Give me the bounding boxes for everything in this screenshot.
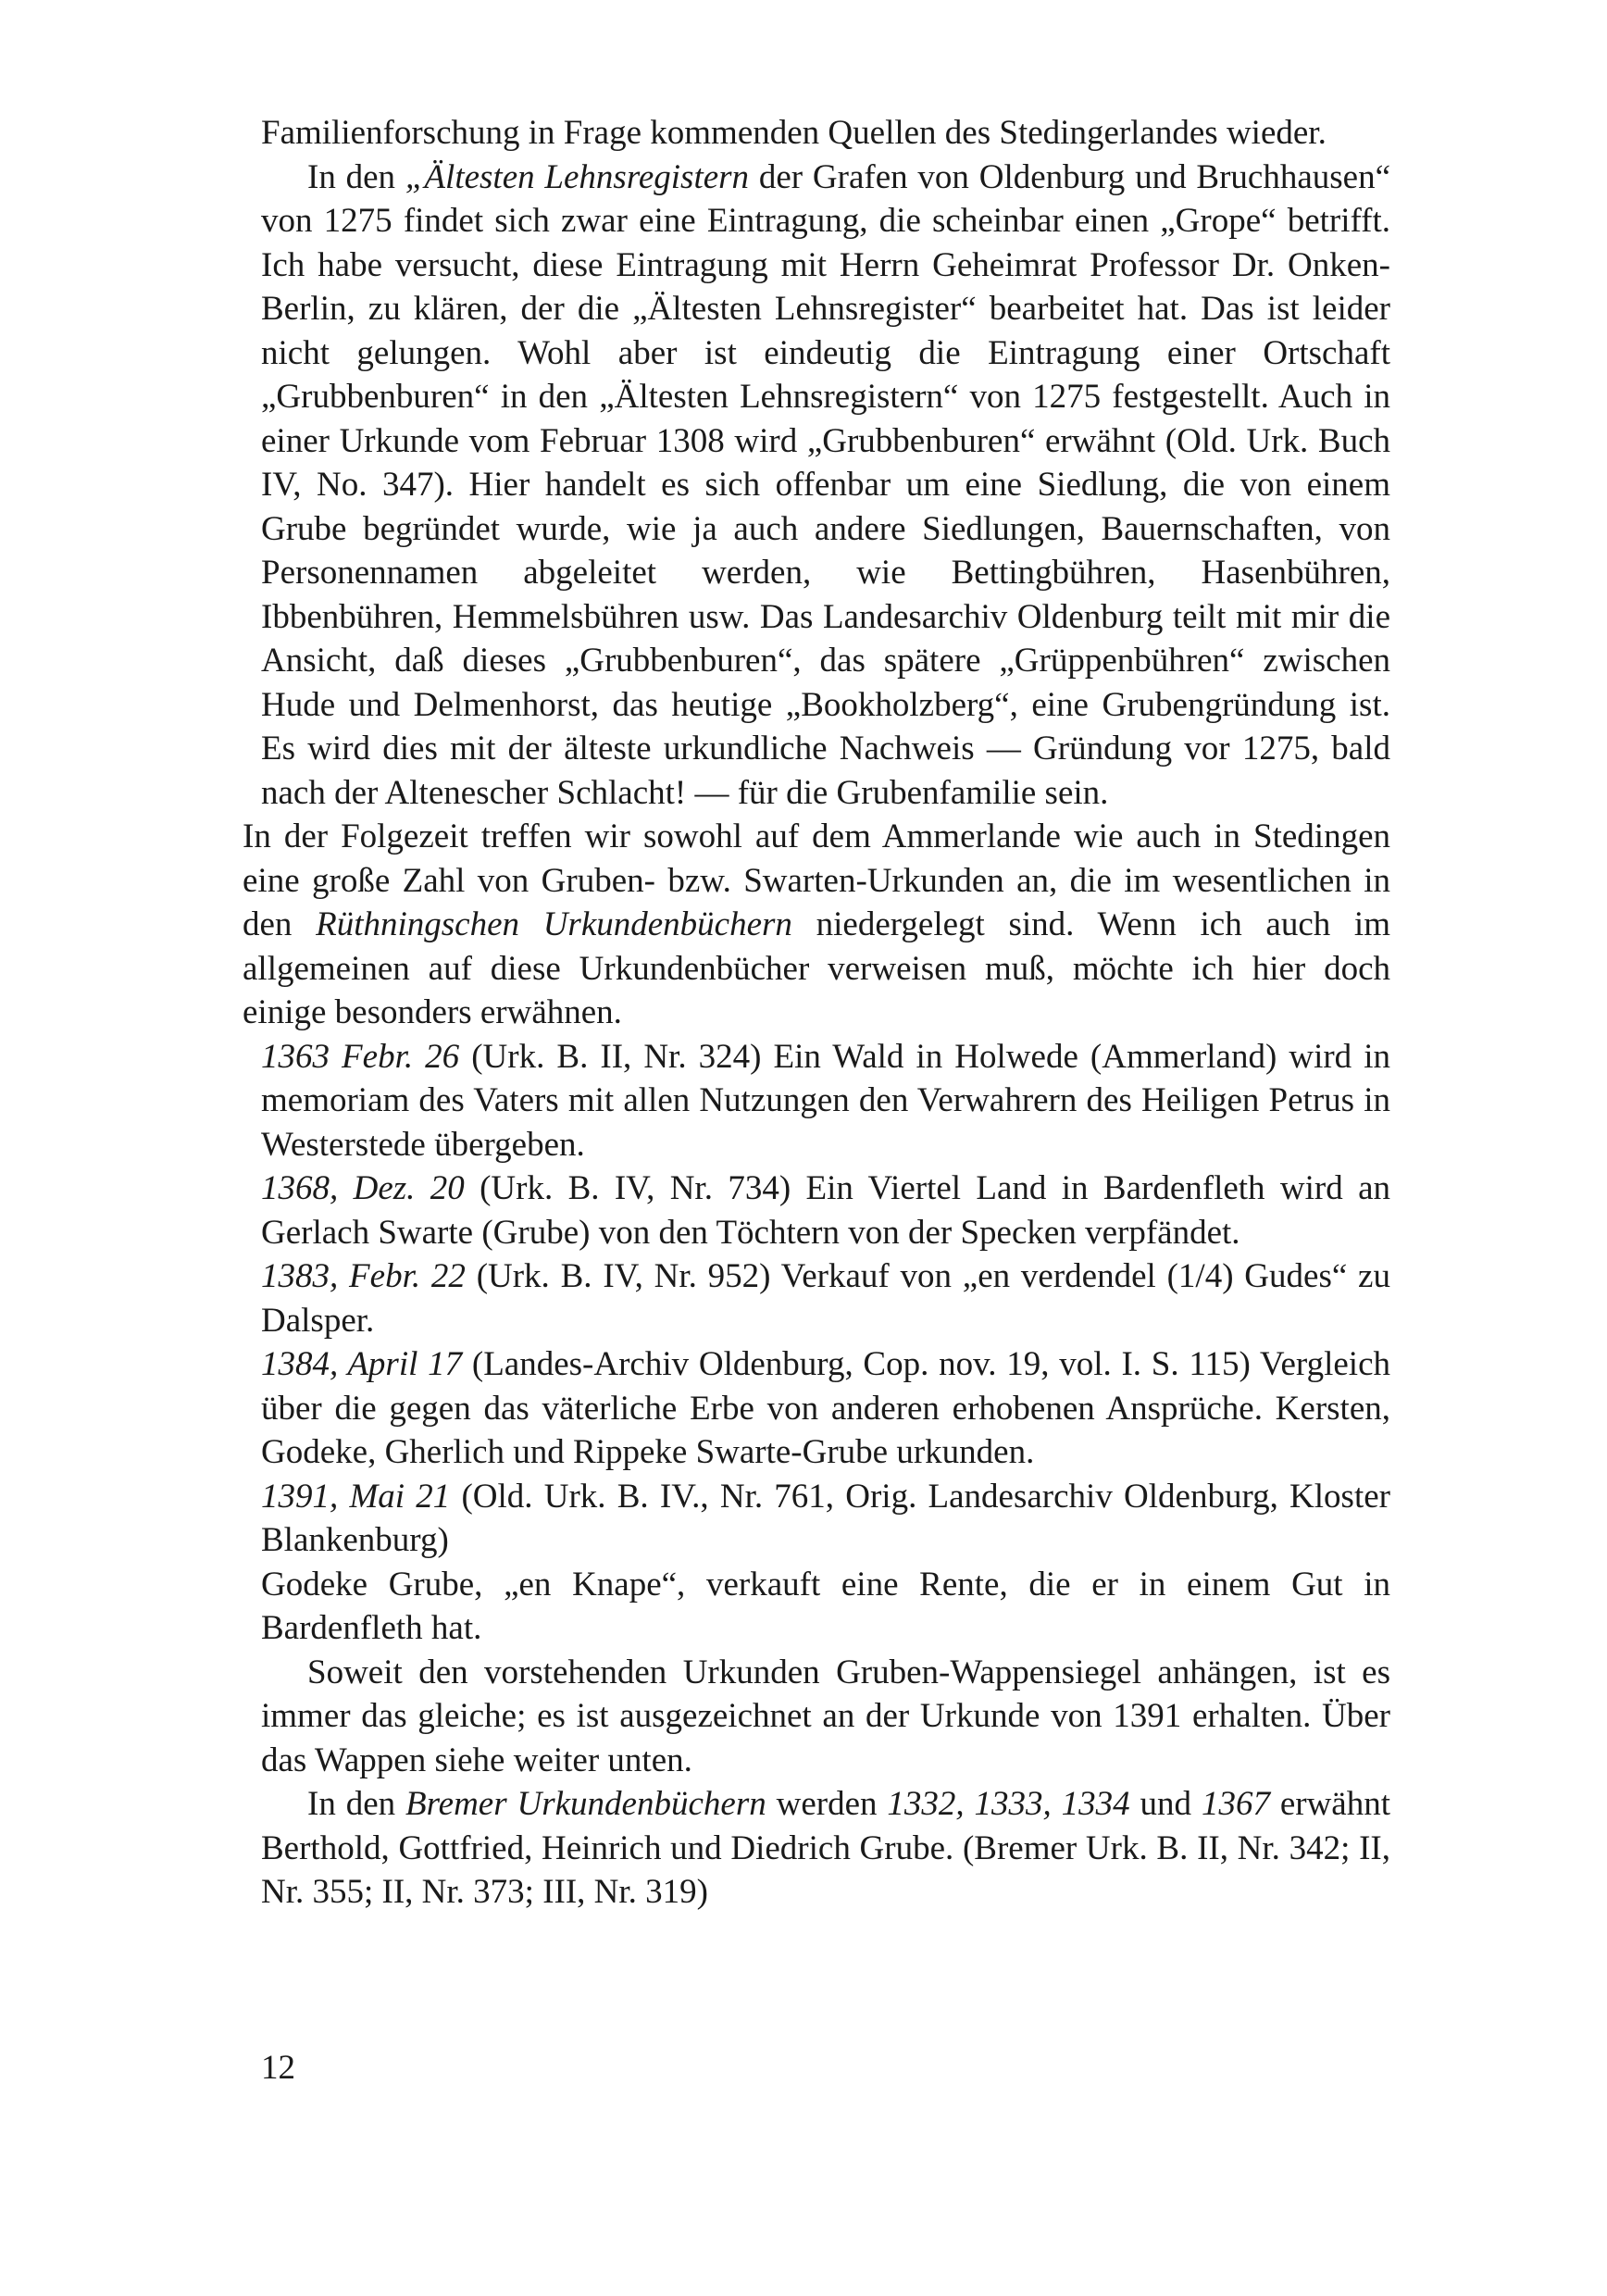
paragraph-godeke: [261, 1563, 1390, 1651]
paragraph-lehnsregister: [261, 156, 1390, 816]
paragraph-text: der Grafen von Oldenburg und Bruchhausen“ von 1275 findet sich zwar eine Eintragung, die scheinbar einen „Grope“ betrifft. Ich habe versucht, diese Eintragung mit Herrn Geheimrat Professor Dr. Onken-Berlin, zu klären, der die „Ältesten Lehnsregister“ bearbeitet hat. Das ist leider nicht gelungen. Wohl aber ist eindeutig die Eintragung einer Ortschaft „Grubbenburen“ in den „Ältesten Lehnsregistern“ von 1275 festgestellt. Auch in einer Urkunde vom Februar 1308 wird „Grubbenburen“ erwähnt (Old. Urk. Buch IV, No. 347). Hier handelt es sich offenbar um eine Siedlung, die von einem Grube begründet wurde, wie ja auch andere Siedlungen, Bauernschaften, von Personennamen abgeleitet werden, wie Bettingbühren, Hasenbühren, Ibbenbühren, Hemmelsbühren usw. Das Landesarchiv Oldenburg teilt mit mir die Ansicht, daß dieses „Grubbenburen“, das spätere „Grüppenbühren“ zwischen Hude und Delmenhorst, das heutige „Bookholzberg“, eine Grubengründung ist. Es wird dies mit der älteste urkundliche Nachweis — Gründung vor 1275, bald nach der Altenescher Schlacht! — für die Grubenfamilie sein.: [261, 157, 1391, 812]
body-text: [243, 111, 1391, 1915]
paragraph-text: Godeke Grube, „en Knape“, verkauft eine Rente, die er in einem Gut in Bardenfleth hat.: [261, 1565, 1390, 1647]
paragraph-text: niedergelegt sind. Wenn ich auch im allgemeinen auf diese Urkundenbücher verweisen muß, möchte ich hier doch einige besonders erwähnen.: [243, 905, 1390, 1031]
entry-text: (Old. Urk. B. IV., Nr. 761, Orig. Landesarchiv Oldenburg, Kloster Blankenburg): [261, 1477, 1390, 1559]
entry-date: 1368, Dez. 20: [261, 1169, 465, 1207]
paragraph-text: In den: [307, 157, 405, 196]
paragraph-bremer: [261, 1782, 1390, 1915]
entry-text: (Urk. B. IV, Nr. 734) Ein Viertel Land in Bardenfleth wird an Gerlach Swarte (Grube) von den Töchtern von der Specken verpfändet.: [261, 1169, 1391, 1252]
entry-date: 1391, Mai 21: [261, 1477, 451, 1516]
entry-date: 1363 Febr. 26: [261, 1037, 460, 1076]
entry-date: 1384, April 17: [261, 1345, 463, 1383]
entry-text: (Landes-Archiv Oldenburg, Cop. nov. 19, vol. I. S. 115) Vergleich über die gegen das väterliche Erbe von anderen erhobenen Ansprüche. Kersten, Godeke, Gherlich und Rippeke Swarte-Grube urkunden.: [261, 1345, 1390, 1471]
document-entry: [261, 1342, 1390, 1475]
paragraph-text: In den: [307, 1785, 406, 1823]
italic-years: 1332, 1333, 1334: [887, 1785, 1130, 1823]
paragraph-folgezeit: [243, 815, 1390, 1035]
paragraph-text: erwähnt Berthold, Gottfried, Heinrich und Diedrich Grube. (Bremer Urk. B. II, Nr. 342; II, Nr. 355; II, Nr. 373; III, Nr. 319): [261, 1785, 1391, 1911]
paragraph-text: Soweit den vorstehenden Urkunden Gruben-Wappensiegel anhängen, ist es immer das gleiche; es ist ausgezeichnet an der Urkunde von 1391 erhalten. Über das Wappen siehe weiter unten.: [261, 1653, 1390, 1779]
document-entry: [261, 1254, 1390, 1342]
page-number: 12: [261, 2049, 295, 2087]
document-entry: [261, 1475, 1390, 1563]
paragraph-text: In der Folgezeit treffen wir sowohl auf dem Ammerlande wie auch in Stedingen eine große Zahl von Gruben- bzw. Swarten-Urkunden an, die im wesentlichen in den: [243, 817, 1390, 943]
paragraph-wappensiegel: [261, 1651, 1390, 1783]
document-entry: [261, 1167, 1390, 1254]
entry-text: (Urk. B. II, Nr. 324) Ein Wald in Holwede (Ammerland) wird in memoriam des Vaters mit allen Nutzungen den Verwahrern des Heiligen Petrus in Westerstede übergeben.: [261, 1037, 1390, 1164]
paragraph-text: werden: [766, 1785, 888, 1823]
italic-title: Bremer Urkundenbüchern: [405, 1785, 766, 1823]
paragraph-intro: [261, 111, 1390, 156]
italic-title: „Ältesten Lehnsregistern: [405, 157, 750, 196]
italic-title: Rüthningschen Urkundenbüchern: [316, 905, 792, 943]
italic-year: 1367: [1201, 1785, 1270, 1823]
paragraph-text: und: [1129, 1785, 1202, 1823]
entry-text: (Urk. B. IV, Nr. 952) Verkauf von „en verdendel (1/4) Gudes“ zu Dalsper.: [261, 1257, 1390, 1340]
document-entry: [261, 1035, 1390, 1167]
entry-date: 1383, Febr. 22: [261, 1257, 466, 1295]
paragraph-text: Familienforschung in Frage kommenden Quellen des Stedingerlandes wieder.: [261, 114, 1327, 152]
